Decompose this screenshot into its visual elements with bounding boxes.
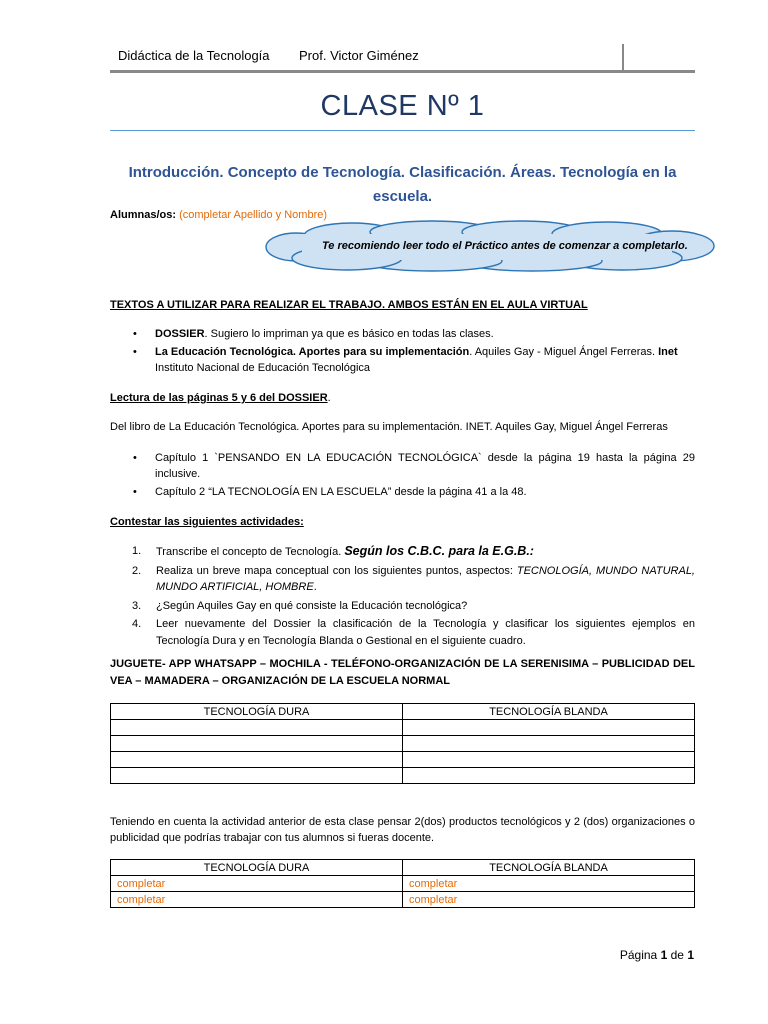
page-footer <box>620 948 694 962</box>
course-name: Didáctica de la Tecnología <box>118 48 270 63</box>
lectura-list <box>110 450 695 502</box>
bullet-icon: • <box>133 452 137 464</box>
header-tecnologia-dura: TECNOLOGÍA DURA <box>111 860 403 876</box>
item-number: 1. <box>132 545 142 557</box>
lectura-heading-end: . <box>327 392 331 404</box>
table-row <box>111 720 695 736</box>
item-text: Transcribe el concepto de Tecnología. <box>156 546 345 558</box>
table-cell[interactable] <box>403 736 695 752</box>
alumnos-hint: (completar Apellido y Nombre) <box>179 209 328 221</box>
lectura-heading-text: Lectura de las páginas 5 y 6 del DOSSIER <box>110 392 328 404</box>
item-tail: . <box>313 581 317 593</box>
lectura-item-text: Capítulo 1 `PENSANDO EN LA EDUCACIÓN TECNOLÓGICA` desde la página 19 hasta la página 29 inclusive. <box>155 452 695 480</box>
table-cell[interactable]: completar <box>111 876 403 892</box>
textos-heading: TEXTOS A UTILIZAR PARA REALIZAR EL TRABAJO. AMBOS ESTÁN EN EL AULA VIRTUAL <box>110 299 588 311</box>
item-text: Leer nuevamente del Dossier la clasificación de la Tecnología y clasificar los siguientes ejemplos en Tecnología Dura y en Tecnología Blanda o Gestional en el siguiente cuadro. <box>156 618 695 647</box>
item-number: 3. <box>132 599 142 612</box>
list-item <box>110 543 695 561</box>
table-cell[interactable] <box>403 752 695 768</box>
item-emphasis: TECNOLOGÍA, MUNDO NATURAL, MUNDO ARTIFICIAL, HOMBRE <box>156 564 695 593</box>
table-cell[interactable]: completar <box>111 892 403 908</box>
lectura-intro: Del libro de La Educación Tecnológica. Aportes para su implementación. INET. Aquiles Gay, Miguel Ángel Ferreras <box>110 421 668 433</box>
text-bold-inet: Inet <box>658 346 678 358</box>
paragraph-productos: Teniendo en cuenta la actividad anterior de esta clase pensar 2(dos) productos tecnológicos y 2 (dos) organizaciones o publicidad que podrías trabajar con tus alumnos si fueras docente. <box>110 816 695 844</box>
table-header-row <box>111 860 695 876</box>
table-cell[interactable] <box>111 720 403 736</box>
item-emphasis: Según los C.B.C. para la E.G.B.: <box>344 544 534 558</box>
page-number: 1 <box>660 948 668 962</box>
item-text: ¿Según Aquiles Gay en qué consiste la Educación tecnológica? <box>156 599 468 612</box>
list-item <box>110 344 695 376</box>
table-cell[interactable] <box>403 768 695 784</box>
table-row <box>111 736 695 752</box>
item-text: Realiza un breve mapa conceptual con los siguientes puntos, aspectos: <box>156 564 517 577</box>
classification-table <box>110 703 695 784</box>
table-cell[interactable] <box>111 736 403 752</box>
actividades-list <box>110 543 695 651</box>
list-item <box>110 326 695 342</box>
actividades-heading: Contestar las siguientes actividades: <box>110 516 304 528</box>
lectura-item-text: Capítulo 2 “LA TECNOLOGÍA EN LA ESCUELA” desde la página 41 a la 48. <box>155 486 527 498</box>
text-bold: La Educación Tecnológica. Aportes para su implementación <box>155 346 470 358</box>
table-cell[interactable] <box>111 752 403 768</box>
productos-table <box>110 859 695 908</box>
bullet-icon: • <box>133 486 137 498</box>
table-row <box>111 892 695 908</box>
text-rest-inet: Instituto Nacional de Educación Tecnológica <box>155 362 371 374</box>
professor-name: Prof. Victor Giménez <box>299 48 419 63</box>
textos-list <box>110 326 695 378</box>
alumnos-label: Alumnas/os: <box>110 209 177 221</box>
table-row <box>111 768 695 784</box>
footer-of: de <box>670 948 684 962</box>
table-cell[interactable]: completar <box>403 892 695 908</box>
list-item <box>110 616 695 649</box>
page-header <box>110 44 695 73</box>
list-item <box>110 598 695 615</box>
bullet-icon: • <box>133 328 137 340</box>
table-row <box>111 876 695 892</box>
table-cell[interactable]: completar <box>403 876 695 892</box>
footer-prefix: Página <box>619 948 658 962</box>
item-number: 4. <box>132 618 142 630</box>
lectura-heading <box>110 390 331 406</box>
table-cell[interactable] <box>403 720 695 736</box>
header-tecnologia-blanda: TECNOLOGÍA BLANDA <box>403 860 695 876</box>
header-tecnologia-dura: TECNOLOGÍA DURA <box>111 704 403 720</box>
text-bold: DOSSIER <box>155 328 205 340</box>
bullet-icon: • <box>133 346 137 358</box>
page-title: CLASE Nº 1 <box>320 90 485 122</box>
title-rule <box>110 130 695 131</box>
header-separator <box>622 44 624 70</box>
table-header-row <box>111 704 695 720</box>
ejemplos-list: JUGUETE- APP WHATSAPP – MOCHILA - TELÉFONO-ORGANIZACIÓN DE LA SERENISIMA – PUBLICIDAD DEL VEA – MAMADERA – ORGANIZACIÓN DE LA ESCUELA NORMAL <box>110 658 695 687</box>
page-subtitle: Introducción. Concepto de Tecnología. Clasificación. Áreas. Tecnología en la escuela. <box>128 164 677 205</box>
header-tecnologia-blanda: TECNOLOGÍA BLANDA <box>403 704 695 720</box>
list-item <box>110 484 695 500</box>
item-number: 2. <box>132 564 142 577</box>
page-total: 1 <box>687 948 694 962</box>
list-item <box>110 563 695 596</box>
table-cell[interactable] <box>111 768 403 784</box>
text-rest: . Aquiles Gay - Miguel Ángel Ferreras. <box>469 346 659 358</box>
list-item <box>110 450 695 482</box>
text-rest: . Sugiero lo impriman ya que es básico en todas las clases. <box>204 328 494 340</box>
callout-text: Te recomiendo leer todo el Práctico antes de comenzar a completarlo. <box>322 240 688 252</box>
table-row <box>111 752 695 768</box>
